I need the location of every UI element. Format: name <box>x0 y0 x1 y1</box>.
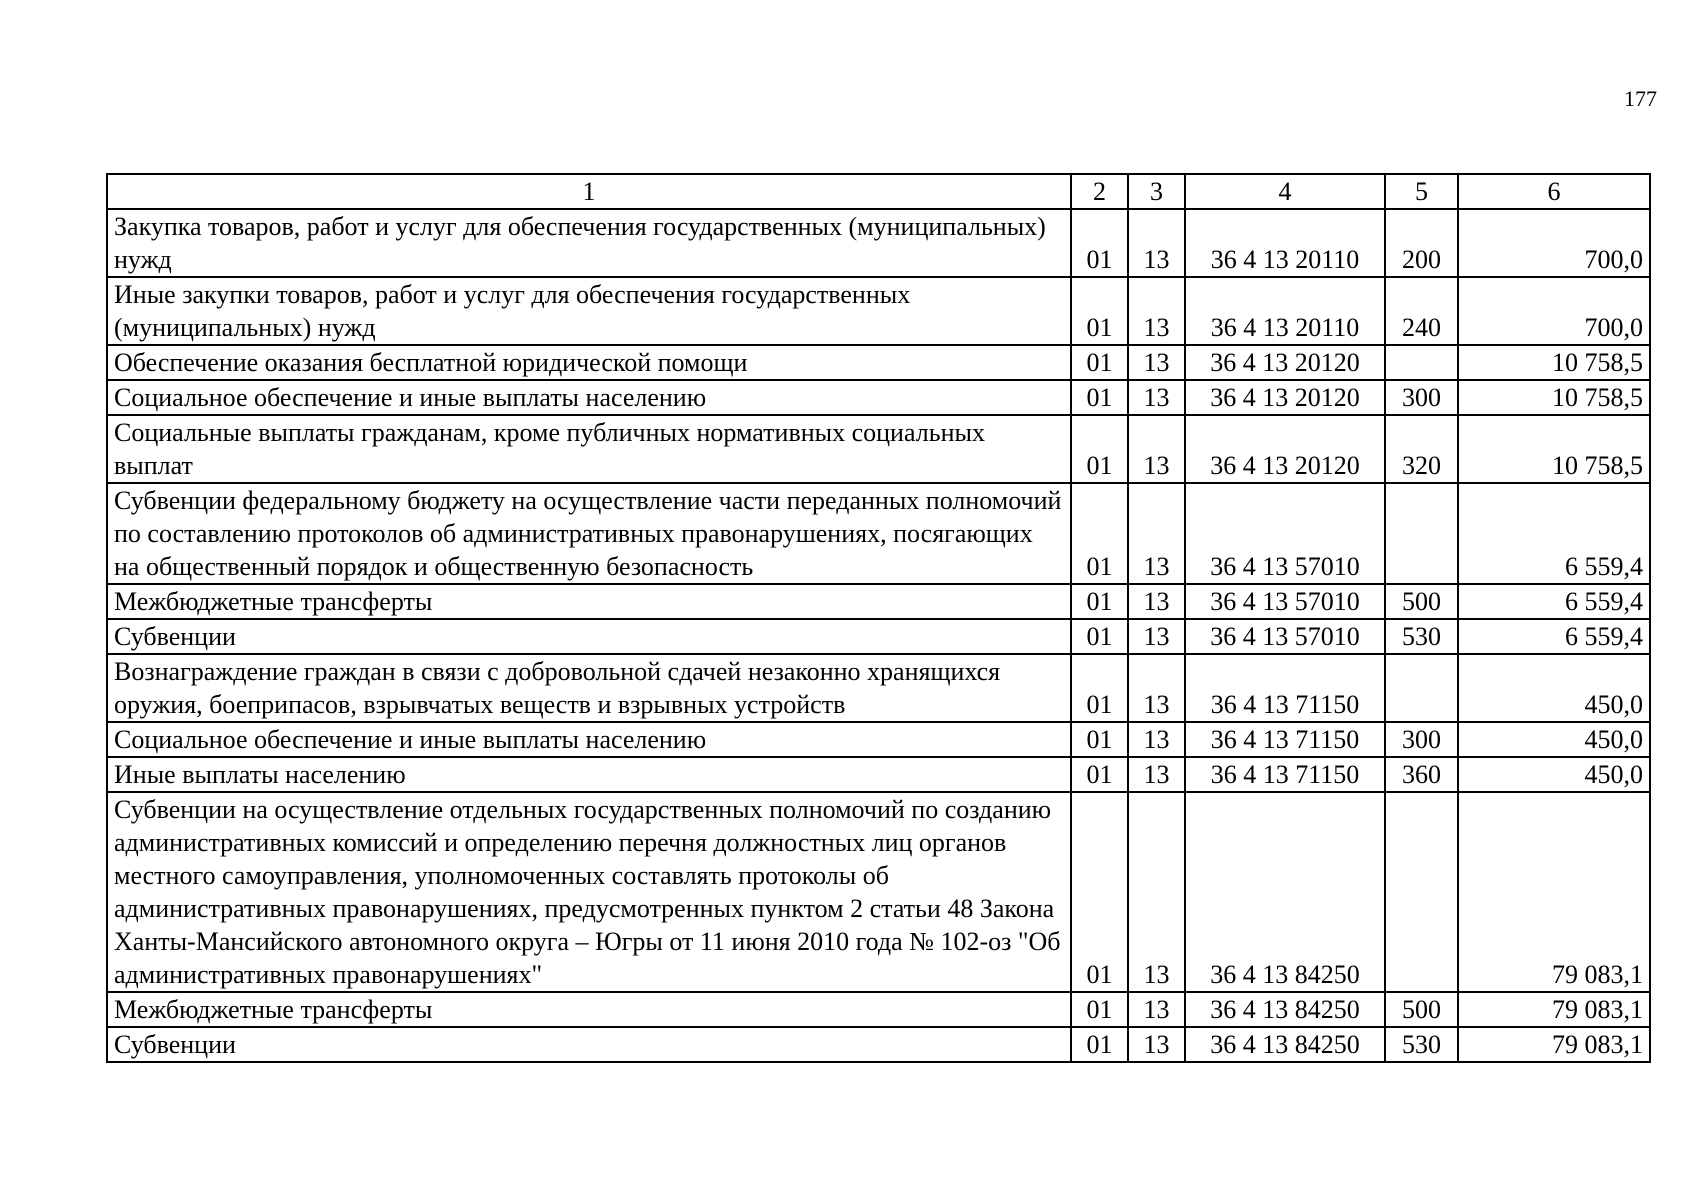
amount: 6 559,4 <box>1458 483 1650 584</box>
target-article-code: 36 4 13 71150 <box>1185 654 1385 722</box>
column-header-3: 3 <box>1128 174 1185 209</box>
expense-type-code <box>1385 483 1458 584</box>
table-row <box>107 345 1650 380</box>
section-code: 01 <box>1071 277 1128 345</box>
subsection-code: 13 <box>1128 792 1185 992</box>
section-code: 01 <box>1071 792 1128 992</box>
expense-type-code: 240 <box>1385 277 1458 345</box>
row-description: Социальное обеспечение и иные выплаты населению <box>107 722 1071 757</box>
expense-type-code: 500 <box>1385 584 1458 619</box>
subsection-code: 13 <box>1128 757 1185 792</box>
subsection-code: 13 <box>1128 380 1185 415</box>
table-row <box>107 209 1650 277</box>
amount: 10 758,5 <box>1458 415 1650 483</box>
subsection-code: 13 <box>1128 277 1185 345</box>
expense-type-code: 300 <box>1385 380 1458 415</box>
column-header-4: 4 <box>1185 174 1385 209</box>
column-header-5: 5 <box>1385 174 1458 209</box>
expense-type-code: 320 <box>1385 415 1458 483</box>
target-article-code: 36 4 13 20110 <box>1185 277 1385 345</box>
amount: 6 559,4 <box>1458 584 1650 619</box>
row-description: Субвенции <box>107 1027 1071 1062</box>
row-description: Социальные выплаты гражданам, кроме публичных нормативных социальных выплат <box>107 415 1071 483</box>
amount: 450,0 <box>1458 722 1650 757</box>
expense-type-code <box>1385 654 1458 722</box>
target-article-code: 36 4 13 71150 <box>1185 757 1385 792</box>
expense-type-code <box>1385 792 1458 992</box>
target-article-code: 36 4 13 20110 <box>1185 209 1385 277</box>
subsection-code: 13 <box>1128 209 1185 277</box>
target-article-code: 36 4 13 57010 <box>1185 619 1385 654</box>
header-row <box>107 174 1650 209</box>
row-description: Социальное обеспечение и иные выплаты населению <box>107 380 1071 415</box>
section-code: 01 <box>1071 415 1128 483</box>
column-header-6: 6 <box>1458 174 1650 209</box>
expense-type-code: 300 <box>1385 722 1458 757</box>
table-row <box>107 483 1650 584</box>
subsection-code: 13 <box>1128 992 1185 1027</box>
section-code: 01 <box>1071 654 1128 722</box>
column-header-2: 2 <box>1071 174 1128 209</box>
table-row <box>107 277 1650 345</box>
row-description: Субвенции <box>107 619 1071 654</box>
amount: 10 758,5 <box>1458 380 1650 415</box>
section-code: 01 <box>1071 380 1128 415</box>
target-article-code: 36 4 13 20120 <box>1185 415 1385 483</box>
table-row <box>107 380 1650 415</box>
section-code: 01 <box>1071 1027 1128 1062</box>
section-code: 01 <box>1071 209 1128 277</box>
row-description: Обеспечение оказания бесплатной юридической помощи <box>107 345 1071 380</box>
section-code: 01 <box>1071 584 1128 619</box>
expense-type-code: 200 <box>1385 209 1458 277</box>
row-description: Межбюджетные трансферты <box>107 584 1071 619</box>
table-row <box>107 992 1650 1027</box>
column-header-1: 1 <box>107 174 1071 209</box>
section-code: 01 <box>1071 345 1128 380</box>
table-row <box>107 584 1650 619</box>
budget-table <box>106 173 1651 1063</box>
target-article-code: 36 4 13 20120 <box>1185 345 1385 380</box>
section-code: 01 <box>1071 483 1128 584</box>
table-row <box>107 757 1650 792</box>
subsection-code: 13 <box>1128 654 1185 722</box>
amount: 79 083,1 <box>1458 1027 1650 1062</box>
amount: 79 083,1 <box>1458 792 1650 992</box>
expense-type-code: 530 <box>1385 1027 1458 1062</box>
table-row <box>107 415 1650 483</box>
target-article-code: 36 4 13 57010 <box>1185 584 1385 619</box>
amount: 700,0 <box>1458 209 1650 277</box>
row-description: Межбюджетные трансферты <box>107 992 1071 1027</box>
subsection-code: 13 <box>1128 345 1185 380</box>
row-description: Иные выплаты населению <box>107 757 1071 792</box>
amount: 450,0 <box>1458 654 1650 722</box>
subsection-code: 13 <box>1128 584 1185 619</box>
target-article-code: 36 4 13 84250 <box>1185 1027 1385 1062</box>
subsection-code: 13 <box>1128 483 1185 584</box>
row-description: Иные закупки товаров, работ и услуг для обеспечения государственных (муниципальных) нужд <box>107 277 1071 345</box>
subsection-code: 13 <box>1128 722 1185 757</box>
table-row <box>107 792 1650 992</box>
target-article-code: 36 4 13 20120 <box>1185 380 1385 415</box>
section-code: 01 <box>1071 757 1128 792</box>
expense-type-code: 500 <box>1385 992 1458 1027</box>
target-article-code: 36 4 13 84250 <box>1185 792 1385 992</box>
row-description: Субвенции федеральному бюджету на осуществление части переданных полномочий по составлению протоколов об административных правонарушениях, посягающих на общественный порядок и общественную безопасность <box>107 483 1071 584</box>
expense-type-code <box>1385 345 1458 380</box>
page-number: 177 <box>1624 86 1657 111</box>
table-body <box>107 209 1650 1062</box>
table-row <box>107 722 1650 757</box>
expense-type-code: 360 <box>1385 757 1458 792</box>
section-code: 01 <box>1071 619 1128 654</box>
amount: 10 758,5 <box>1458 345 1650 380</box>
row-description: Вознаграждение граждан в связи с добровольной сдачей незаконно хранящихся оружия, боеприпасов, взрывчатых веществ и взрывных устройств <box>107 654 1071 722</box>
section-code: 01 <box>1071 722 1128 757</box>
target-article-code: 36 4 13 57010 <box>1185 483 1385 584</box>
amount: 79 083,1 <box>1458 992 1650 1027</box>
row-description: Субвенции на осуществление отдельных государственных полномочий по созданию административных комиссий и определению перечня должностных лиц органов местного самоуправления, уполномоченных составлять протоколы об административных правонарушениях, предусмотренных пунктом 2 статьи 48 Закона Ханты-Мансийского автономного округа – Югры от 11 июня 2010 года № 102-оз "Об административных правонарушениях" <box>107 792 1071 992</box>
table-row <box>107 654 1650 722</box>
amount: 450,0 <box>1458 757 1650 792</box>
amount: 700,0 <box>1458 277 1650 345</box>
subsection-code: 13 <box>1128 1027 1185 1062</box>
table-row <box>107 1027 1650 1062</box>
section-code: 01 <box>1071 992 1128 1027</box>
subsection-code: 13 <box>1128 619 1185 654</box>
expense-type-code: 530 <box>1385 619 1458 654</box>
target-article-code: 36 4 13 84250 <box>1185 992 1385 1027</box>
target-article-code: 36 4 13 71150 <box>1185 722 1385 757</box>
row-description: Закупка товаров, работ и услуг для обеспечения государственных (муниципальных) нужд <box>107 209 1071 277</box>
subsection-code: 13 <box>1128 415 1185 483</box>
table-row <box>107 619 1650 654</box>
amount: 6 559,4 <box>1458 619 1650 654</box>
